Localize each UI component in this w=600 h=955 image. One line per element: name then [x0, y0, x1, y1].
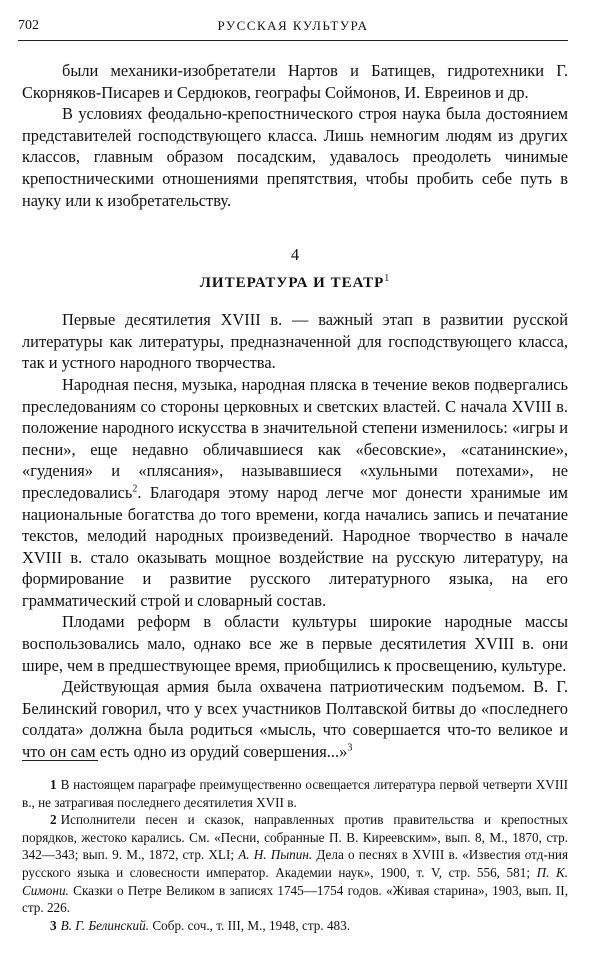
paragraph-1: были механики-изобретатели Нартов и Батищев, гидротехники Г. Скорняков-Писарев и Сердюков, географы Соймонов, И. Евреинов и др.	[22, 61, 568, 102]
footnote-1-text: В настоящем параграфе преимущественно освещается литература первой четверти XVIII в., не затрагивая последнего десятилетия XVII в.	[22, 777, 568, 810]
main-text	[22, 60, 568, 763]
footnote-3-author: В. Г. Белинский.	[60, 917, 150, 933]
paragraph-4	[22, 374, 568, 612]
paragraph-4-part-1: Народная песня, музыка, народная пляска в течение веков подвергались преследованиям со стороны церковных и светских властей. С начала XVIII в. положение народного искусства в значительной степени изменилось: «игры и песни», еще недавно обличавшиеся как «бесовские», «сатанинские», «гудения» и «плясания», называвшиеся «хульными потехами», не преследовались	[22, 374, 568, 502]
footnote-ref-2: 2	[132, 483, 138, 495]
footnote-2-part-2: Дела о песнях в XVIII в. «Известия отд-ния русского языка и словесности император. Академии наук», 1900, т. V, стр. 556, 581;	[22, 847, 569, 880]
footnote-1-number: 1	[50, 777, 57, 792]
footnote-1	[22, 776, 568, 811]
footnote-ref-3: 3	[347, 742, 353, 754]
header-rule	[18, 40, 568, 41]
footnote-2	[22, 811, 568, 917]
footnote-2-part-3: Сказки о Петре Великом в записях 1745—1754 годов. «Живая старина», 1903, вып. II, стр. 226.	[22, 882, 568, 916]
section-title-text: ЛИТЕРАТУРА И ТЕАТР	[199, 275, 385, 292]
paragraph-4-part-2: . Благодаря этому народ легче мог донести хранимые им национальные богатства до того времени, когда начались запись и печатание текстов, мелодий народных произведений. Народное творчество в начале XVIII в. стало оказывать мощное воздействие на русскую литературу, на формирование и развитие русского литературного языка, на его грамматический строй и словарный состав.	[22, 482, 568, 610]
footnote-3-number: 3	[50, 917, 57, 933]
section-number: 4	[290, 245, 300, 265]
footnote-3	[22, 917, 568, 935]
page-header	[18, 14, 568, 36]
paragraph-6	[22, 676, 568, 762]
footnote-2-number: 2	[50, 812, 57, 828]
page-number: 702	[18, 18, 39, 33]
section-title	[22, 269, 568, 293]
footnote-rule	[22, 760, 98, 761]
footnote-2-part-1: Исполнители песен и сказок, направленных против правительства и крепостных порядков, жестоко карались. См. «Песни, собранные П. В. Киреевским», вып. 8, М., 1870, стр. 342—343; вып. 9. М., 1872, стр. XLI;	[22, 812, 568, 863]
footnote-3-text: Собр. соч., т. III, М., 1948, стр. 483.	[152, 917, 351, 933]
footnote-ref-1: 1	[384, 273, 391, 285]
paragraph-5: Плодами реформ в области культуры широкие народные массы воспользовались мало, однако все же в первые десятилетия XVIII в. они шире, чем в предшествующее время, приобщились к просвещению, культуре.	[22, 612, 568, 675]
paragraph-3: Первые десятилетия XVIII в. — важный этап в развитии русской литературы как литературы, предназначенной для господствующего класса, так и устного народного творчества.	[22, 310, 568, 373]
paragraph-6-text: Действующая армия была охвачена патриотическим подъемом. В. Г. Белинский говорил, что у всех участников Полтавской битвы до «последнего солдата» должна была родиться «мысль, что совершается что-то великое и что он сам есть одно из орудий совершения...»	[22, 677, 568, 762]
footnotes	[22, 776, 568, 934]
running-title: РУССКАЯ КУЛЬТУРА	[217, 18, 369, 33]
paragraph-2: В условиях феодально-крепостнического строя наука была достоянием представителей господствующего класса. Лишь немногим людям из других классов, главным образом посадским, удавалось преодолеть чинимые крепостническими отношениями препятствия, чтобы пробить себе путь в науку или к изобретательству.	[22, 104, 568, 210]
footnote-2-author-1: А. Н. Пыпин.	[238, 847, 313, 863]
footnote-2-author-2: П. К. Симони.	[22, 864, 569, 898]
